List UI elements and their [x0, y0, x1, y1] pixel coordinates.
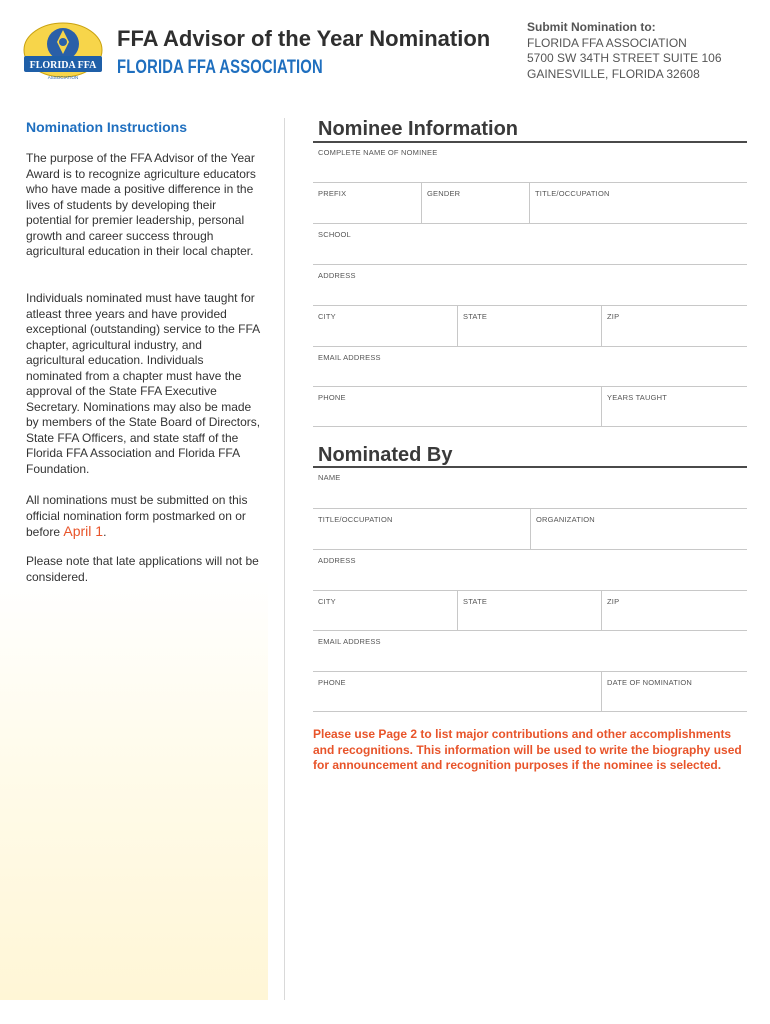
nominee-section-title: Nominee Information — [318, 118, 519, 140]
field-label: GENDER — [427, 189, 461, 198]
instructions-paragraph-late: Please note that late applications will not be considered. — [26, 554, 259, 584]
nominator-state-field[interactable] — [457, 590, 601, 631]
page-title: FFA Advisor of the Year Nomination — [117, 26, 491, 51]
field-label: EMAIL ADDRESS — [318, 353, 381, 362]
nominator-organization-field[interactable] — [530, 508, 747, 549]
submit-line-city: GAINESVILLE, FLORIDA 32608 — [527, 66, 700, 81]
field-label: PHONE — [318, 678, 346, 687]
instructions-paragraph-eligibility: Individuals nominated must have taught for atleast three years and have provided exceptional (outstanding) service to the FFA chapter, agricultural industry, and agricultural education. Individuals nominated from a chapter must have the approval of the State FFA Executive Secretary. Nominations may also be made by members of the State Board of Directors, State FFA Officers, and state staff of the Florida FFA Association and Florida FFA Foundation. — [26, 291, 261, 476]
field-label: TITLE/OCCUPATION — [535, 189, 610, 198]
field-label: ZIP — [607, 312, 620, 321]
nominator-city-field[interactable] — [313, 590, 457, 631]
instructions-heading: Nomination Instructions — [26, 119, 187, 135]
instructions-paragraph-deadline — [26, 493, 262, 541]
deadline-suffix: . — [103, 525, 107, 539]
nominee-name-field[interactable] — [313, 142, 747, 183]
nomination-date-field[interactable] — [601, 671, 747, 712]
deadline-date: April 1 — [63, 523, 104, 539]
submit-address-block — [527, 20, 722, 82]
nominator-phone-field[interactable] — [313, 671, 601, 712]
field-label: STATE — [463, 597, 488, 606]
nominee-school-field[interactable] — [313, 223, 747, 264]
nominee-bottom-rule — [313, 426, 747, 427]
field-label: COMPLETE NAME OF NOMINEE — [318, 148, 438, 157]
field-label: DATE OF NOMINATION — [607, 678, 692, 687]
nominator-section-title: Nominated By — [318, 444, 453, 466]
nominator-bottom-rule — [313, 711, 747, 712]
florida-ffa-logo — [22, 20, 104, 82]
field-label: YEARS TAUGHT — [607, 393, 668, 402]
field-label: CITY — [318, 597, 336, 606]
nominee-phone-field[interactable] — [313, 386, 601, 427]
nominee-prefix-field[interactable] — [313, 182, 421, 223]
submit-line-street: 5700 SW 34TH STREET SUITE 106 — [527, 51, 722, 65]
field-label: ADDRESS — [318, 556, 356, 565]
nominee-address-field[interactable] — [313, 264, 747, 305]
nominator-name-field[interactable] — [313, 467, 747, 508]
nominator-email-field[interactable] — [313, 630, 747, 671]
submit-heading: Submit Nomination to: — [527, 20, 656, 34]
instructions-paragraph-purpose: The purpose of the FFA Advisor of the Year Award is to recognize agriculture educators who have made a positive difference in the lives of students by developing their potential for premier leadership, personal growth and career success through agricultural education in their local chapter. — [26, 151, 256, 258]
decorative-gradient-panel — [0, 580, 268, 1000]
page-two-note: Please use Page 2 to list major contributions and other accomplishments and recognitions. This information will be used to write the biography used for announcement and recognition purposes if the nominee is selected. — [313, 727, 742, 772]
field-label: PHONE — [318, 393, 346, 402]
field-label: NAME — [318, 473, 341, 482]
field-label: ADDRESS — [318, 271, 356, 280]
field-label: TITLE/OCCUPATION — [318, 515, 393, 524]
field-label: CITY — [318, 312, 336, 321]
organization-name: FLORIDA FFA ASSOCIATION — [117, 57, 323, 78]
field-label: EMAIL ADDRESS — [318, 637, 381, 646]
field-label: SCHOOL — [318, 230, 351, 239]
nominee-state-field[interactable] — [457, 305, 601, 346]
field-label: STATE — [463, 312, 488, 321]
submit-line-org: FLORIDA FFA ASSOCIATION — [527, 35, 687, 50]
nominee-years-taught-field[interactable] — [601, 386, 747, 427]
field-label: ORGANIZATION — [536, 515, 595, 524]
nominator-address-field[interactable] — [313, 549, 747, 590]
nominee-title-field[interactable] — [529, 182, 747, 223]
nominee-zip-field[interactable] — [601, 305, 747, 346]
nominee-city-field[interactable] — [313, 305, 457, 346]
nominee-gender-field[interactable] — [421, 182, 529, 223]
column-divider — [284, 118, 285, 1000]
logo-subtext: ASSOCIATION — [47, 75, 79, 80]
deadline-text: All nominations must be submitted on this official nomination form postmarked on or before — [26, 493, 248, 539]
nominator-zip-field[interactable] — [601, 590, 747, 631]
nominee-email-field[interactable] — [313, 346, 747, 387]
field-label: PREFIX — [318, 189, 347, 198]
logo-text: FLORIDA FFA — [29, 60, 97, 71]
nominator-title-field[interactable] — [313, 508, 530, 549]
field-label: ZIP — [607, 597, 620, 606]
